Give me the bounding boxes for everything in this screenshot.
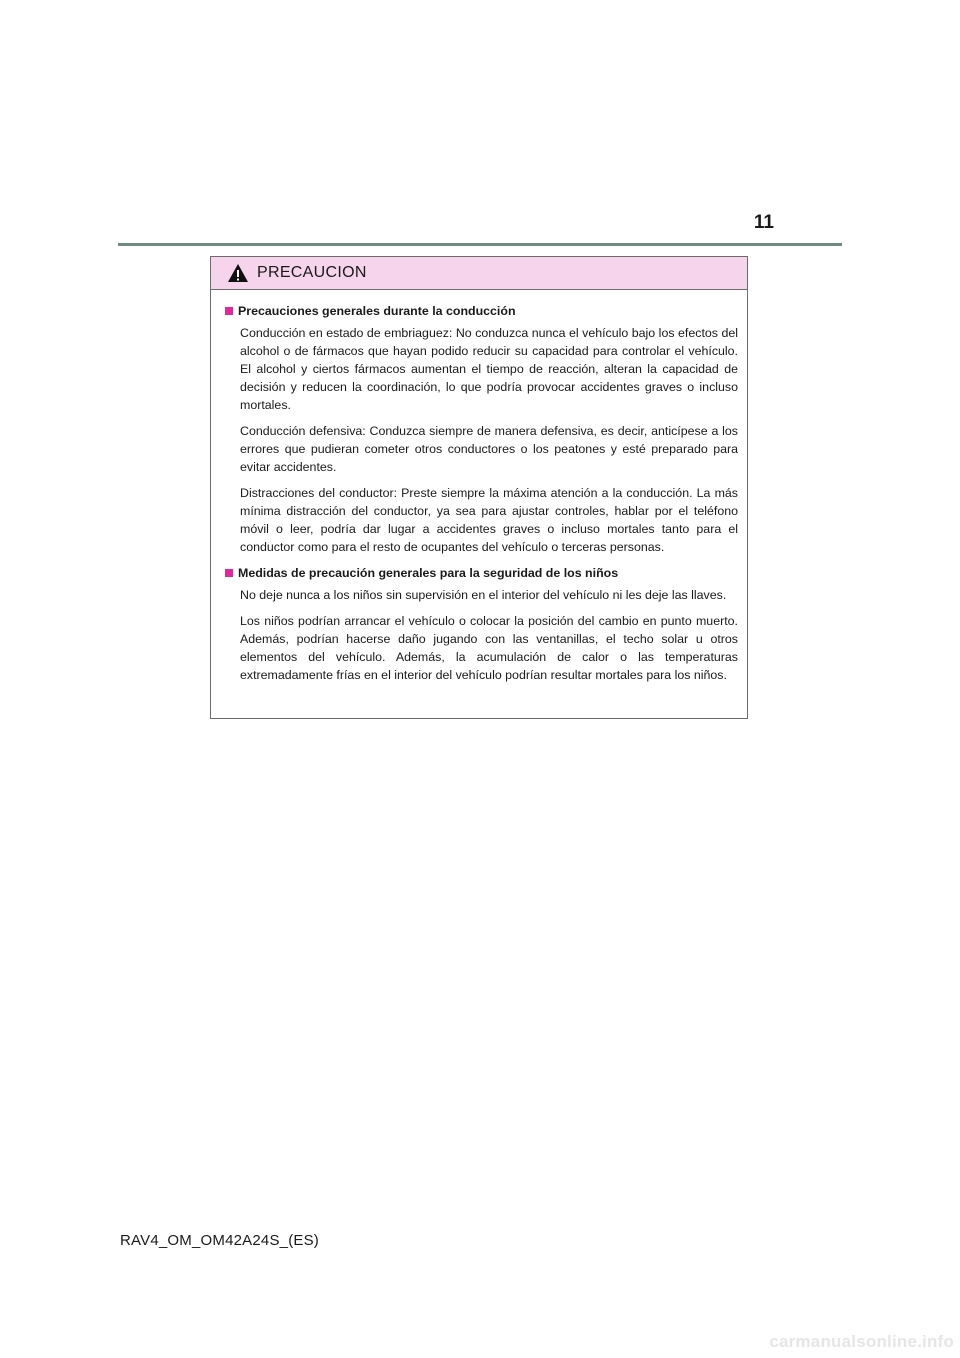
section-heading-child-safety — [225, 564, 738, 582]
paragraph-children-hazards: Los niños podrían arrancar el vehículo o colocar la posición del cambio en punto muerto. Además, podrían hacerse daño jugando con las ventanillas, el techo solar u otros elementos del vehículo. Además, la acumulación de calor o las temperaturas extremadamente frías en el interior del vehículo podrían resultar mortales para los niños. — [240, 614, 738, 682]
square-bullet-icon — [225, 569, 233, 577]
warning-triangle-icon — [227, 263, 249, 283]
section-heading-driving — [225, 302, 738, 320]
paragraph-drunk-driving: Conducción en estado de embriaguez: No conduzca nunca el vehículo bajo los efectos del alcohol o de fármacos que hayan podido reducir su capacidad para controlar el vehículo. El alcohol y ciertos fármacos aumentan el tiempo de reacción, alteran la capacidad de decisión y reducen la coordinación, lo que podría provocar accidentes graves o incluso mortales. — [240, 326, 738, 412]
paragraph-defensive-driving: Conducción defensiva: Conduzca siempre de manera defensiva, es decir, anticípese a los errores que pudieran cometer otros conductores o los peatones y esté preparado para evitar accidentes. — [240, 424, 738, 474]
watermark: carmanualsonline.info — [769, 1332, 954, 1351]
square-bullet-icon — [225, 307, 233, 315]
caution-header — [211, 257, 747, 290]
caution-box — [210, 256, 748, 719]
caution-title: PRECAUCION — [257, 264, 367, 281]
section-heading-text: Medidas de precaución generales para la seguridad de los niños — [238, 566, 619, 580]
paragraph-driver-distraction: Distracciones del conductor: Preste siempre la máxima atención a la conducción. La más mínima distracción del conductor, ya sea para ajustar controles, hablar por el teléfono móvil o leer, podría dar lugar a accidentes graves o incluso mortales tanto para el conductor como para el resto de ocupantes del vehículo o terceras personas. — [240, 486, 738, 554]
header-rule — [118, 243, 842, 246]
paragraph-children-unattended: No deje nunca a los niños sin supervisión en el interior del vehículo ni les deje las llaves. — [240, 588, 727, 602]
footer-manual-code: RAV4_OM_OM42A24S_(ES) — [120, 1232, 320, 1249]
page-number: 11 — [753, 212, 774, 233]
caution-body — [211, 290, 747, 684]
section-heading-text: Precauciones generales durante la conducción — [238, 304, 516, 318]
